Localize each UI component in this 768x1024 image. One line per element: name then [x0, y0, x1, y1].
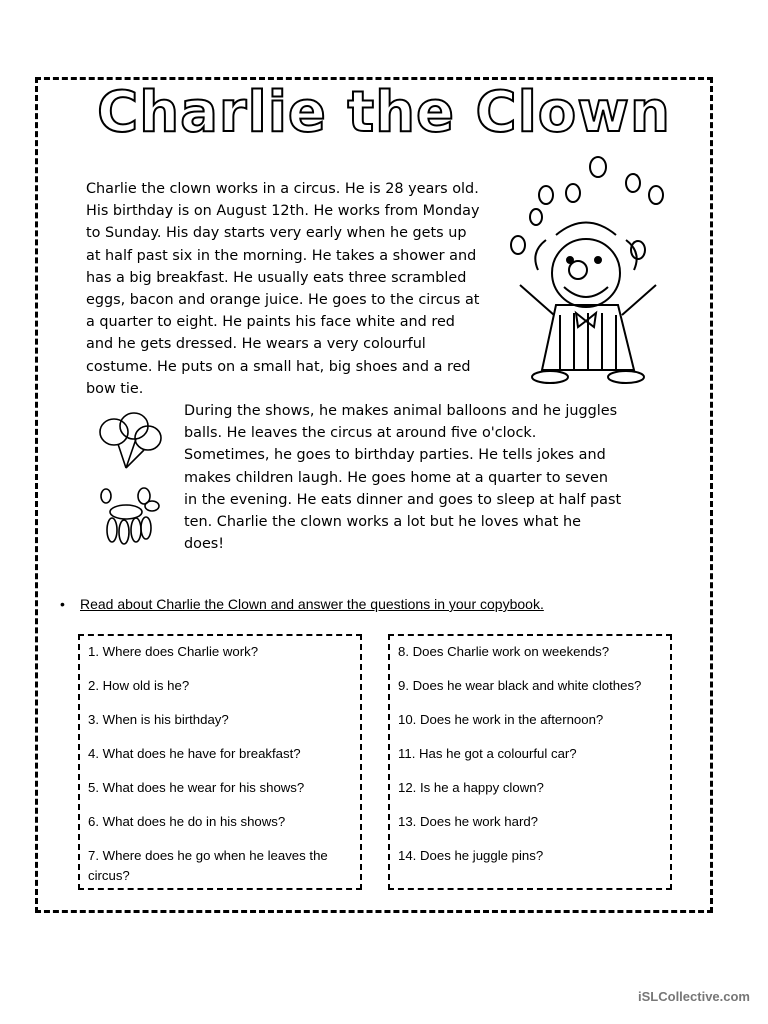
- question-item: 8. Does Charlie work on weekends?: [398, 644, 610, 659]
- story-paragraph-2: During the shows, he makes animal balloons and he juggles balls. He leaves the circus at around five o'clock. Sometimes, he goes to birthday parties. He tells jokes and makes children laugh. He goes home at a quarter to seven in the evening. He eats dinner and goes to sleep at half past ten. Charlie the clown works a lot but he loves what he does!: [184, 403, 622, 553]
- questions-box-left: [78, 634, 362, 890]
- balloons-illustration: [96, 410, 166, 472]
- question-item: 12. Is he a happy clown?: [398, 780, 544, 795]
- question-item: 10. Does he work in the afternoon?: [398, 712, 604, 727]
- question-item: 1. Where does Charlie work?: [88, 644, 259, 659]
- page-title: Charlie the Clown: [97, 80, 671, 145]
- question-item: 14. Does he juggle pins?: [398, 848, 544, 863]
- question-item: 2. How old is he?: [88, 678, 190, 693]
- question-item: 6. What does he do in his shows?: [88, 814, 286, 829]
- clown-illustration: [498, 155, 684, 385]
- question-item: 5. What does he wear for his shows?: [88, 780, 305, 795]
- question-item: 11. Has he got a colourful car?: [398, 746, 577, 761]
- balloon-dog-illustration: [96, 486, 160, 548]
- question-item: 3. When is his birthday?: [88, 712, 229, 727]
- question-item: 4. What does he have for breakfast?: [88, 746, 301, 761]
- story-paragraph-1: Charlie the clown works in a circus. He is 28 years old. His birthday is on August 12th. He works from Monday to Sunday. His day starts very early when he gets up at half past six in the morning. He takes a shower and has a big breakfast. He usually eats three scrambled eggs, bacon and orange juice. He goes to the circus at a quarter to eight. He paints his face white and red and he gets dressed. He wears a very colourful costume. He puts on a small hat, big shoes and a red bow tie.: [86, 181, 480, 397]
- instruction-text: Read about Charlie the Clown and answer the questions in your copybook.: [80, 596, 544, 612]
- question-item: 7. Where does he go when he leaves the circus?: [88, 848, 328, 883]
- bullet-icon: •: [60, 596, 65, 612]
- questions-box-right: [388, 634, 672, 890]
- question-item: 9. Does he wear black and white clothes?: [398, 678, 642, 693]
- question-item: 13. Does he work hard?: [398, 814, 539, 829]
- instruction: [60, 596, 544, 612]
- watermark: iSLCollective.com: [638, 989, 750, 1004]
